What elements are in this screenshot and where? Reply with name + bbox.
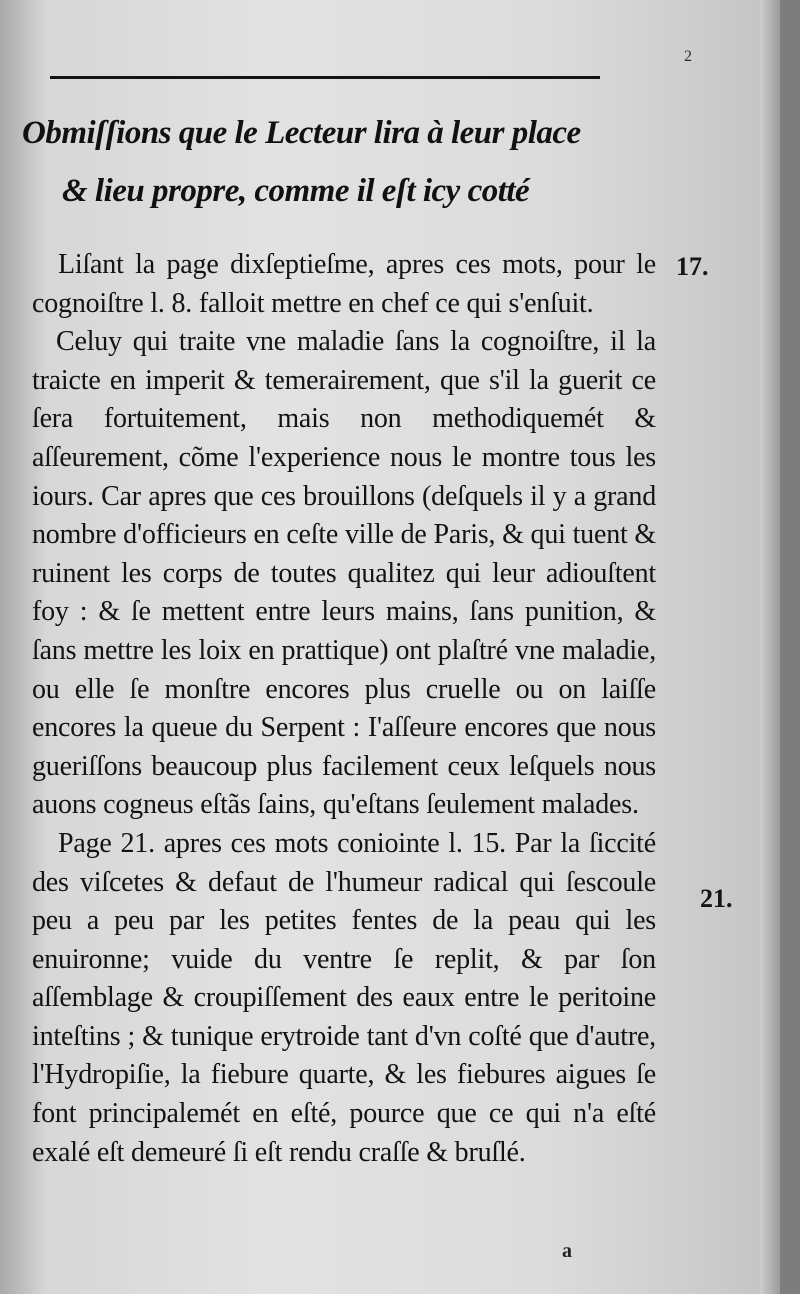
page-edge-shadow — [760, 0, 780, 1294]
paragraph-3: Page 21. apres ces mots coniointe l. 15. Par la ſiccité des viſcetes & defaut de l'humeur radical qui ſescoule peu a peu par les petites fentes de la peau qui les enuironne; vuide du ventre ſe replit, & par ſon aſſemblage & croupiſſement des eaux entre le peritoine inteſtins ; & tunique erytroide tant d'vn coſté que d'autre, l'Hydropiſie, la fiebure quarte, & les fiebures aigues ſe font principalemét en eſté, pource que ce qui n'a eſté exalé eſt demeuré ſi eſt rendu craſſe & bruſlé. — [32, 827, 656, 1168]
top-page-number: 2 — [684, 48, 692, 65]
margin-note-21: 21. — [700, 884, 733, 913]
paragraph-2: Celuy qui traite vne maladie ſans la cognoiſtre, il la traicte en imperit & temerairement, que s'il la guerit ce ſera fortuitement, mais non methodiquemét & aſſeurement, cõme l'experience nous le montre tous les iours. Car apres que ces brouillons (deſquels il y a grand nombre d'officieurs en ceſte ville de Paris, & qui tuent & ruinent les corps de toutes qualitez qui leur adiouſtent foy : & ſe mettent entre leurs mains, ſans punition, & ſans mettre les loix en prattique) ont plaſtré vne maladie, ou elle ſe monſtre encores plus cruelle ou on laiſſe encores la queue du Serpent : I'aſſeure encores que nous gueriſſons beaucoup plus facilement ceux leſquels nous auons cogneus eſtãs ſains, qu'eſtans ſeulement malades. — [32, 326, 656, 821]
page-heading — [22, 104, 642, 220]
heading-line-1: Obmiſſions que le Lecteur lira à leur place — [22, 115, 581, 151]
paragraph-1: Liſant la page dixſeptieſme, apres ces mots, pour le cognoiſtre l. 8. falloit mettre en chef ce qui s'enſuit. — [32, 249, 656, 319]
body-text — [32, 246, 656, 1172]
header-rule — [50, 76, 600, 79]
signature-mark: a — [562, 1240, 572, 1262]
heading-line-2: & lieu propre, comme il eſt icy cotté — [62, 173, 530, 209]
margin-note-17: 17. — [676, 252, 709, 281]
